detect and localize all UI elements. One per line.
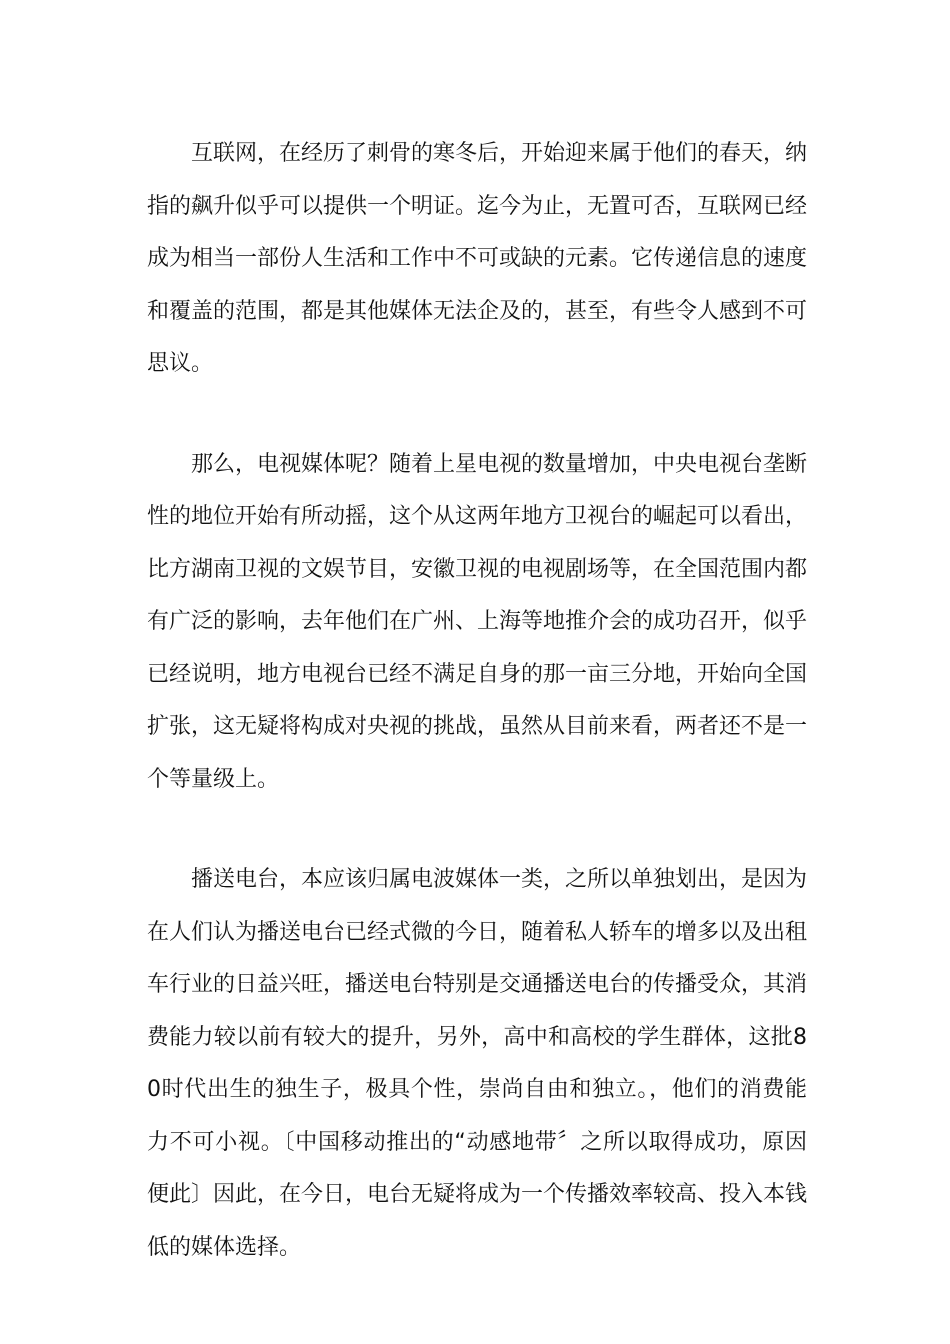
paragraph-radio: 播送电台，本应该归属电波媒体一类，之所以单独划出，是因为在人们认为播送电台已经式微的今日，随着私人轿车的增多以及出租车行业的日益兴旺，播送电台特别是交通播送电台的传播受众，其消费能力较以前有较大的提升，另外，高中和高校的学生群体，这批80时代出生的独生子，极具个性，崇尚自由和独立。，他们的消费能力不可小视。〔中国移动推出的“动感地带〞之所以取得成功，原因便此〕因此，在今日，电台无疑将成为一个传播效率较高、投入本钱低的媒体选择。 <box>147 867 808 1260</box>
paragraph-television: 那么，电视媒体呢？随着上星电视的数量增加，中央电视台垄断性的地位开始有所动摇，这个从这两年地方卫视台的崛起可以看出，比方湖南卫视的文娱节目，安徽卫视的电视剧场等，在全国范围内都有广泛的影响，去年他们在广州、上海等地推介会的成功召开，似乎已经说明，地方电视台已经不满足自身的那一亩三分地，开始向全国扩张，这无疑将构成对央视的挑战，虽然从目前来看，两者还不是一个等量级上。 <box>147 451 808 792</box>
document-body <box>147 128 807 1274</box>
paragraph-internet: 互联网，在经历了刺骨的寒冬后，开始迎来属于他们的春天，纳指的飙升似乎可以提供一个明证。迄今为止，无置可否，互联网已经成为相当一部份人生活和工作中不可或缺的元素。它传递信息的速度和覆盖的范围，都是其他媒体无法企及的，甚至，有些令人感到不可思议。 <box>147 141 808 376</box>
